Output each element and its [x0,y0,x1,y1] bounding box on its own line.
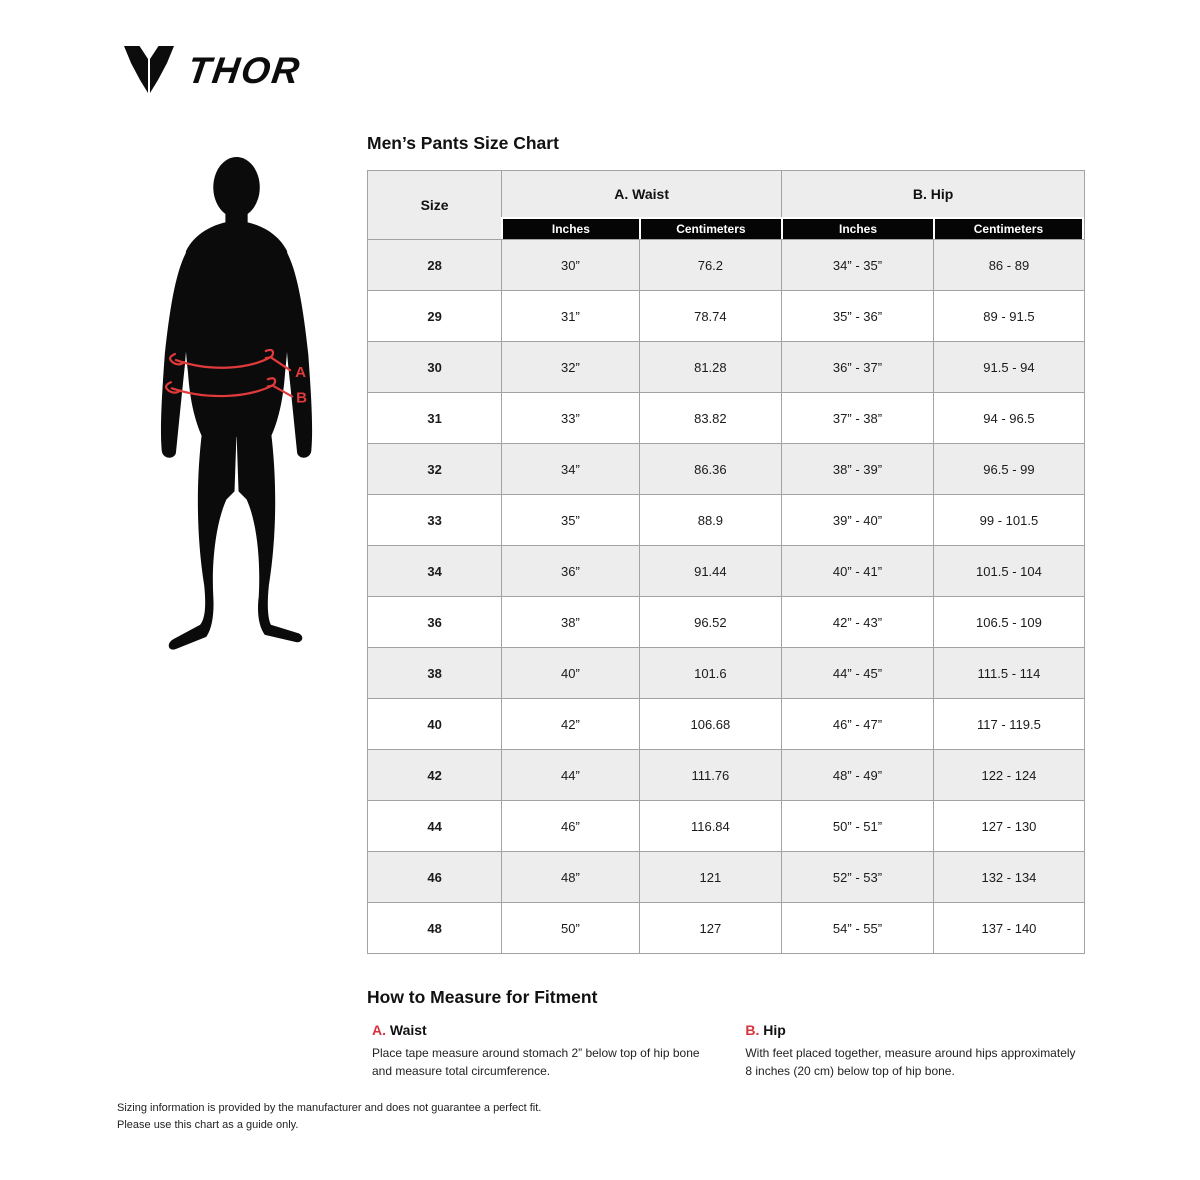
waist-centimeters-cell: 111.76 [639,749,781,800]
waist-inches-cell: 38” [501,596,638,647]
hip-inches-cell: 52” - 53” [781,851,933,902]
hip-centimeters-cell: 94 - 96.5 [933,392,1084,443]
hip-inches-cell: 36” - 37” [781,341,933,392]
table-row [368,647,1084,698]
table-row [368,749,1084,800]
table-row [368,392,1084,443]
thor-horns-icon [124,44,174,96]
hip-group-header: B. Hip [781,171,1084,217]
hip-centimeters-cell: 96.5 - 99 [933,443,1084,494]
hip-centimeters-cell: 122 - 124 [933,749,1084,800]
waist-centimeters-cell: 83.82 [639,392,781,443]
hip-inches-cell: 54” - 55” [781,902,933,953]
table-row [368,851,1084,902]
main-content [367,133,1085,1080]
table-row [368,443,1084,494]
hip-inches-cell: 39” - 40” [781,494,933,545]
size-cell: 34 [368,545,501,596]
disclaimer-line-1: Sizing information is provided by the manufacturer and does not guarantee a perfect fit. [117,1102,542,1114]
hip-name: Hip [763,1022,786,1038]
hip-centimeters-cell: 89 - 91.5 [933,290,1084,341]
hip-inches-cell: 48” - 49” [781,749,933,800]
table-row [368,290,1084,341]
brand-logo [124,44,304,96]
waist-instruction-text: Place tape measure around stomach 2” below top of hip bone and measure total circumference. [372,1046,700,1078]
waist-name: Waist [389,1022,427,1038]
hip-inches-cell: 50” - 51” [781,800,933,851]
waist-centimeters-header: Centimeters [639,217,781,239]
waist-inches-cell: 36” [501,545,638,596]
waist-instruction-label [372,1022,712,1038]
size-cell: 44 [368,800,501,851]
hip-inches-cell: 46” - 47” [781,698,933,749]
size-cell: 33 [368,494,501,545]
hip-centimeters-cell: 91.5 - 94 [933,341,1084,392]
hip-centimeters-cell: 101.5 - 104 [933,545,1084,596]
size-cell: 38 [368,647,501,698]
waist-centimeters-cell: 127 [639,902,781,953]
waist-inches-cell: 50” [501,902,638,953]
table-row [368,239,1084,290]
hip-centimeters-cell: 106.5 - 109 [933,596,1084,647]
table-row [368,341,1084,392]
waist-key: A. [372,1022,386,1038]
size-cell: 28 [368,239,501,290]
table-row [368,545,1084,596]
waist-inches-cell: 42” [501,698,638,749]
disclaimer [117,1100,541,1134]
waist-centimeters-cell: 96.52 [639,596,781,647]
size-cell: 30 [368,341,501,392]
waist-inches-cell: 35” [501,494,638,545]
hip-centimeters-cell: 86 - 89 [933,239,1084,290]
disclaimer-line-2: Please use this chart as a guide only. [117,1119,299,1132]
how-to-measure-section [367,986,1085,1080]
size-chart-table [367,170,1085,954]
table-row [368,494,1084,545]
size-cell: 36 [368,596,501,647]
size-cell: 40 [368,698,501,749]
hip-key: B. [745,1022,760,1038]
waist-centimeters-cell: 121 [639,851,781,902]
hip-inches-cell: 34” - 35” [781,239,933,290]
waist-instruction [367,1022,712,1080]
table-row [368,902,1084,953]
size-column-header: Size [368,171,501,239]
waist-inches-cell: 31” [501,290,638,341]
label-b: B [296,389,308,407]
waist-inches-cell: 30” [501,239,638,290]
how-to-measure-heading: How to Measure for Fitment [367,987,598,1007]
hip-instruction-label [745,1022,1085,1038]
table-row [368,800,1084,851]
hip-centimeters-cell: 99 - 101.5 [933,494,1084,545]
hip-centimeters-cell: 132 - 134 [933,851,1084,902]
table-row [368,596,1084,647]
waist-inches-cell: 34” [501,443,638,494]
table-row [368,698,1084,749]
hip-inches-cell: 40” - 41” [781,545,933,596]
body-silhouette [161,157,312,650]
hip-inches-cell: 44” - 45” [781,647,933,698]
waist-centimeters-cell: 81.28 [639,341,781,392]
waist-inches-cell: 32” [501,341,638,392]
size-cell: 46 [368,851,501,902]
waist-inches-cell: 48” [501,851,638,902]
page-title: Men’s Pants Size Chart [367,133,559,153]
hip-centimeters-header: Centimeters [933,217,1084,239]
waist-inches-cell: 46” [501,800,638,851]
waist-inches-cell: 40” [501,647,638,698]
hip-centimeters-cell: 137 - 140 [933,902,1084,953]
waist-inches-cell: 44” [501,749,638,800]
waist-centimeters-cell: 88.9 [639,494,781,545]
size-cell: 31 [368,392,501,443]
hip-inches-header: Inches [781,217,933,239]
hip-centimeters-cell: 127 - 130 [933,800,1084,851]
hip-inches-cell: 42” - 43” [781,596,933,647]
label-a: A [295,364,307,382]
waist-centimeters-cell: 86.36 [639,443,781,494]
waist-centimeters-cell: 116.84 [639,800,781,851]
hip-centimeters-cell: 117 - 119.5 [933,698,1084,749]
size-cell: 48 [368,902,501,953]
waist-group-header: A. Waist [501,171,781,217]
size-cell: 42 [368,749,501,800]
waist-centimeters-cell: 91.44 [639,545,781,596]
size-cell: 32 [368,443,501,494]
hip-instruction [740,1022,1085,1080]
waist-centimeters-cell: 106.68 [639,698,781,749]
hip-inches-cell: 37” - 38” [781,392,933,443]
waist-inches-header: Inches [501,217,638,239]
waist-centimeters-cell: 76.2 [639,239,781,290]
waist-centimeters-cell: 101.6 [639,647,781,698]
hip-instruction-text: With feet placed together, measure around hips approximately 8 inches (20 cm) below top of hip bone. [745,1046,1076,1078]
hip-centimeters-cell: 111.5 - 114 [933,647,1084,698]
size-cell: 29 [368,290,501,341]
waist-inches-cell: 33” [501,392,638,443]
body-measurement-diagram [146,156,321,651]
hip-inches-cell: 38” - 39” [781,443,933,494]
brand-wordmark: THOR [185,49,304,91]
hip-inches-cell: 35” - 36” [781,290,933,341]
waist-centimeters-cell: 78.74 [639,290,781,341]
